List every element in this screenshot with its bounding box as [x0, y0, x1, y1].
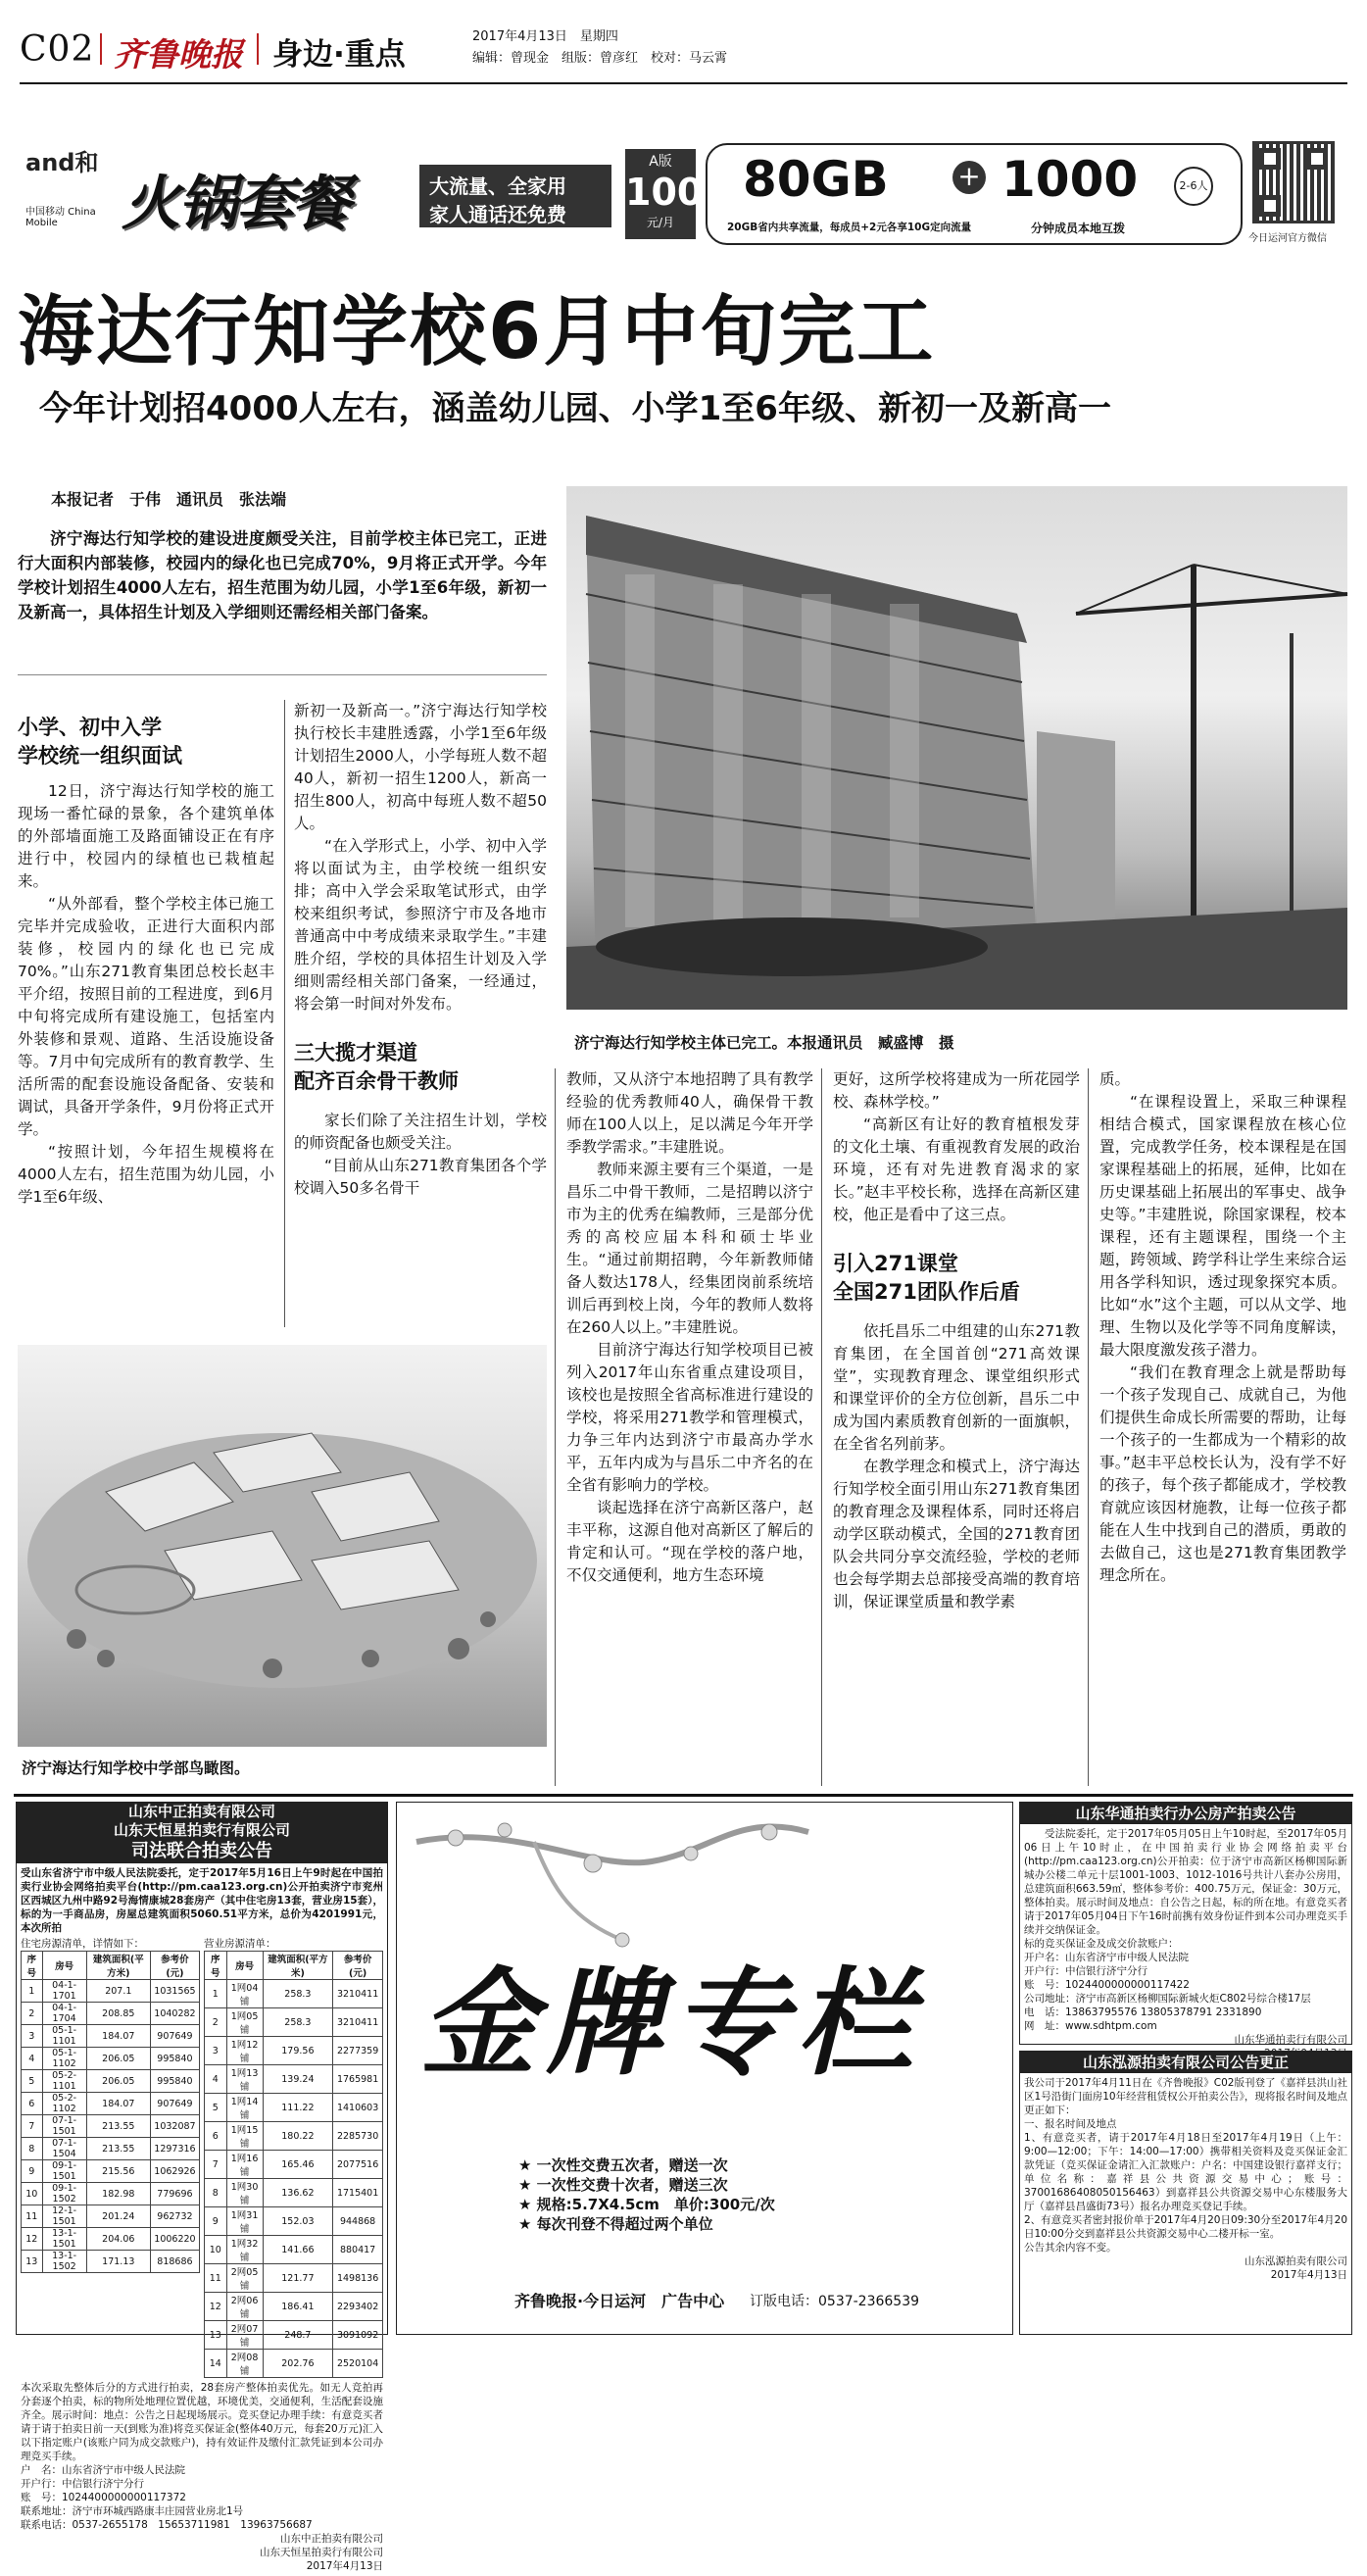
table-cell: 05-1-1102: [42, 2048, 86, 2070]
ad-data-amount: 80GB: [743, 151, 889, 208]
table-cell: 6: [205, 2122, 227, 2151]
table-cell: 1网13铺: [226, 2065, 263, 2094]
page-number: C02: [20, 29, 95, 70]
table-row: [22, 2048, 200, 2070]
table-cell: 208.85: [86, 2003, 150, 2025]
table-cell: 186.41: [263, 2293, 333, 2321]
subhead-2: 三大揽才渠道 配齐百余骨干教师: [294, 1041, 459, 1093]
table-cell: 1765981: [333, 2065, 383, 2094]
table-cell: 204.06: [86, 2228, 150, 2251]
col-divider-4: [1088, 1068, 1089, 1786]
ad-center-footer-org: 齐鲁晚报·今日运河 广告中心: [514, 2292, 725, 2310]
table-row: [205, 2122, 383, 2151]
table-row: [22, 2228, 200, 2251]
col2-para-3: 家长们除了关注招生计划，学校的师资配备也颇受关注。: [294, 1112, 547, 1152]
pricing-list: [518, 2155, 775, 2234]
lead-block: [18, 488, 547, 624]
table-cell: 1297316: [150, 2138, 199, 2160]
lead-rule: [18, 674, 547, 675]
table-cell: 1498136: [333, 2264, 383, 2293]
table-cell: 1032087: [150, 2115, 199, 2138]
lead-paragraph: 济宁海达行知学校的建设进度颇受关注，目前学校主体已完工，正进行大面积内部装修，校园内的绿化也已完成70%，9月将正式开学。今年学校计划招生4000人左右，招生范围为幼儿园，小学1至6年级，新初一及新高一，具体招生计划及入学细则还需经相关部门备案。: [18, 529, 547, 621]
ad-offer-box: [706, 143, 1243, 245]
table-cell: 11: [22, 2205, 43, 2228]
ad-note-data: 20GB省内共享流量，每成员+2元各享10G定向流量: [727, 222, 972, 233]
construction-photo: [566, 486, 1347, 1010]
table-row: [205, 2350, 383, 2378]
table-cell: 12-1-1501: [42, 2205, 86, 2228]
col3-para-4: 谈起选择在济宁高新区落户，赵丰平称，这源自他对高新区了解后的肯定和认可。“现在学校的落户地，不仅交通便利，地方生态环境: [566, 1499, 813, 1584]
table-cell: 182.98: [86, 2183, 150, 2205]
notice-r1-sign: 山东华通拍卖行有限公司: [1234, 2034, 1347, 2046]
table-cell: 3: [22, 2025, 43, 2048]
pricing-item-3: ★ 规格:5.7X4.5cm 单价:300元/次: [518, 2196, 775, 2213]
notice-left-sign: 山东中正拍卖有限公司 山东天恒星拍卖行有限公司 2017年4月13日: [260, 2533, 383, 2572]
table-cell: 907649: [150, 2025, 199, 2048]
table-cell: 152.03: [263, 2207, 333, 2236]
ad-tagline-2: 家人通话还免费: [429, 203, 566, 226]
column-5: [1099, 1068, 1346, 1587]
table-cell: 121.77: [263, 2264, 333, 2293]
notice-left-body-2: 本次采取先整体后分的方式进行拍卖，28套房产整体拍卖优先。如无人竞拍再分套逐个拍卖，标的物所处地理位置优越，环境优美，交通便利，生活配套设施齐全。展示时间：地点：公告之日起现场展示。竞买登记办理手续：有意竞买者请于请于拍卖日前一天(到账为准)将竞买保证金(整体40万元，每套20万元)汇入以下指定账户(该账户同为成交款账户)，持有效证件及缴付汇款凭证到本公司办理竞买手续。: [21, 2382, 383, 2462]
header-divider-2: [257, 33, 259, 65]
aerial-rendering: [18, 1345, 547, 1747]
col3-para-2: 教师来源主要有三个渠道，一是昌乐二中骨干教师，二是招聘以济宁市为主的优秀在编教师，三是部分优秀的高校应届本科和硕士毕业生。“通过前期招聘，今年新教师储备人数达178人，经集团岗前系统培训后再到校上岗，今年的教师人数将在260人以上。”丰建胜说。: [566, 1161, 813, 1336]
col2-para-2: “在入学形式上，小学、初中入学将以面试为主，由学校统一组织安排；高中入学会采取笔试形式，由学校来组织考试，参照济宁市及各地市普通高中中考成绩来录取学生。”丰建胜介绍，学校的具体招生计划及入学细则需经相关部门备案，一经通过，将会第一时间对外发布。: [294, 837, 547, 1013]
pricing-item-4: ★ 每次刊登不得超过两个单位: [518, 2215, 713, 2233]
col1-para-1: 12日，济宁海达行知学校的施工现场一番忙碌的景象，各个建筑单体的外部墙面施工及路面铺设正在有序进行中，校园内的绿植也已栽植起来。: [18, 782, 274, 890]
table-row: [22, 2003, 200, 2025]
auction-notice-left: [16, 1802, 388, 2572]
commercial-table-header-cell: 参考价(元): [333, 1952, 383, 1980]
headline: 海达行知学校6月中旬完工: [18, 288, 936, 376]
table-cell: 2277359: [333, 2037, 383, 2065]
mobile-ad-banner: [20, 137, 1347, 257]
table-cell: 184.07: [86, 2025, 150, 2048]
table-cell: 206.05: [86, 2048, 150, 2070]
table-cell: 04-1-1701: [42, 1980, 86, 2003]
subhead-1: 小学、初中入学 学校统一组织面试: [18, 716, 182, 768]
table-cell: 1006220: [150, 2228, 199, 2251]
table-cell: 1410603: [333, 2094, 383, 2122]
table-row: [205, 2008, 383, 2037]
commercial-table-header-cell: 房号: [226, 1952, 263, 1980]
table-cell: 213.55: [86, 2115, 150, 2138]
table-cell: 10: [205, 2236, 227, 2264]
pricing-item-2: ★ 一次性交费十次者，赠送三次: [518, 2176, 728, 2194]
table-cell: 3: [205, 2037, 227, 2065]
table-cell: 07-1-1504: [42, 2138, 86, 2160]
table-cell: 171.13: [86, 2251, 150, 2273]
ad-minutes: 1000: [1001, 151, 1139, 208]
table-row: [22, 2070, 200, 2093]
residential-table-header-cell: 建筑面积(平方米): [86, 1952, 150, 1980]
table-cell: 213.55: [86, 2138, 150, 2160]
table-cell: 6: [22, 2093, 43, 2115]
table-row: [205, 2321, 383, 2350]
table-row: [205, 2293, 383, 2321]
notice-r1-body: 受法院委托，定于2017年05月05日上午10时起，至2017年05月06日上午10时止，在中国拍卖行业协会网络拍卖平台(http://pm.caa123.org.cn)公开拍卖：位于济宁市高新区杨柳国际新城办公楼二单元十层1001-1003、1012-1016号共计八套办公房用，总建筑面积663.59㎡，整体参考价：400.75万元，保证金：30万元，整体拍卖。展示时间及地点：自公告之日起，标的所在地。有意竞买者请于2017年05月04日下午16时前携有效身份证件到本公司办理竞买手续并交纳保证金。: [1024, 1828, 1347, 1936]
table-cell: 880417: [333, 2236, 383, 2264]
ad-price: 100: [625, 171, 704, 214]
notice-r2-title: 山东泓源拍卖有限公司公告更正: [1020, 2052, 1351, 2073]
table-row: [205, 2151, 383, 2179]
table-cell: 1网30铺: [226, 2179, 263, 2207]
table-row: [205, 2236, 383, 2264]
table-cell: 3091092: [333, 2321, 383, 2350]
issue-date: 2017年4月13日 星期四: [472, 29, 618, 44]
table-cell: 2285730: [333, 2122, 383, 2151]
table-cell: 2网07铺: [226, 2321, 263, 2350]
table-cell: 05-2-1102: [42, 2093, 86, 2115]
table-cell: 4: [22, 2048, 43, 2070]
table-cell: 12: [205, 2293, 227, 2321]
table-cell: 215.56: [86, 2160, 150, 2183]
notice-left-body: 受山东省济宁市中级人民法院委托，定于2017年5月16日上午9时起在中国拍卖行业协会网络拍卖平台(http://pm.caa123.org.cn)公开拍卖济宁市兖州区西城区九州中路92号海情康城28套房产（其中住宅房13套，营业房15套），标的为一手商品房，房屋总建筑面积5060.51平方米，总价为4201991元，本次所拍: [21, 1867, 383, 1934]
table-cell: 09-1-1501: [42, 2160, 86, 2183]
table-cell: 962732: [150, 2205, 199, 2228]
ad-note-minutes: 分钟成员本地互拨: [1031, 222, 1126, 235]
ad-plus: +: [952, 161, 986, 194]
table-cell: 8: [22, 2138, 43, 2160]
table-cell: 3210411: [333, 1980, 383, 2008]
table-cell: 10: [22, 2183, 43, 2205]
residential-table-header-row: [22, 1952, 200, 1980]
table-cell: 2077516: [333, 2151, 383, 2179]
table-cell: 2网08铺: [226, 2350, 263, 2378]
commercial-table-header-row: [205, 1952, 383, 1980]
col-divider-2: [555, 1068, 556, 1786]
table-cell: 5: [205, 2094, 227, 2122]
table-cell: 7: [22, 2115, 43, 2138]
table-cell: 2网05铺: [226, 2264, 263, 2293]
table-row: [205, 2264, 383, 2293]
residential-table-header-cell: 序号: [22, 1952, 43, 1980]
residential-table-header-cell: 房号: [42, 1952, 86, 1980]
col-divider-3: [821, 1068, 822, 1786]
table-cell: 3210411: [333, 2008, 383, 2037]
notice-left-contact: 联系地址：济宁市环城西路康丰庄园营业房北1号 联系电话：0537-2655178 15653711981 13963756687: [21, 2505, 313, 2531]
table-cell: 07-1-1501: [42, 2115, 86, 2138]
residential-listing-table: [21, 1951, 200, 2273]
construction-photo-art: [566, 486, 1347, 1010]
residential-table-header-cell: 参考价(元): [150, 1952, 199, 1980]
table-cell: 13: [22, 2251, 43, 2273]
table-row: [22, 1980, 200, 2003]
auction-notice-right-2: [1019, 2051, 1352, 2335]
table-cell: 13-1-1502: [42, 2251, 86, 2273]
aerial-rendering-art: [18, 1345, 547, 1747]
table-cell: 8: [205, 2179, 227, 2207]
table-cell: 818686: [150, 2251, 199, 2273]
col3-para-3: 目前济宁海达行知学校项目已被列入2017年山东省重点建设项目，该校也是按照全省高标准进行建设的学校，将采用271教学和管理模式，力争三年内达到济宁市最高办学水平，五年内成为与昌乐二中齐名的在全省有影响力的学校。: [566, 1341, 813, 1494]
mobile-logo: [25, 143, 104, 241]
notice-left-title-1: 山东中正拍卖有限公司: [17, 1803, 387, 1821]
notice-left-title-2: 山东天恒星拍卖行有限公司: [17, 1821, 387, 1840]
table-cell: 9: [205, 2207, 227, 2236]
table-cell: 944868: [333, 2207, 383, 2236]
table-row: [205, 2094, 383, 2122]
photo1-caption: 济宁海达行知学校主体已完工。本报通讯员 臧盛博 摄: [574, 1034, 954, 1052]
table-cell: 2: [205, 2008, 227, 2037]
table-cell: 258.3: [263, 2008, 333, 2037]
table-cell: 13: [205, 2321, 227, 2350]
table-cell: 136.62: [263, 2179, 333, 2207]
col2-para-4: “目前从山东271教育集团各个学校调入50多名骨干: [294, 1157, 547, 1197]
table-cell: 2520104: [333, 2350, 383, 2378]
gold-column-title: 金牌专栏: [420, 1955, 923, 2091]
table-cell: 1网05铺: [226, 2008, 263, 2037]
col4-para-2: “高新区有让好的教育植根发芽的文化土壤、有重视教育发展的政治环境，还有对先进教育渴求的家长。”赵丰平校长称，选择在高新区建校，他正是看中了这三点。: [833, 1115, 1080, 1223]
header-rule: [20, 82, 1347, 84]
col4-para-4: 在教学理念和模式上，济宁海达行知学校全面引用山东271教育集团的教育理念及课程体系，同时还将启动学区联动模式，全国的271教育团队会共同分享交流经验，学校的老师也会每学期去总部接受高端的教育培训，保证课堂质量和教学素: [833, 1458, 1080, 1610]
paper-name: 齐鲁晚报: [114, 35, 243, 74]
col3-para-1: 教师，又从济宁本地招聘了具有教学经验的优秀教师40人，确保骨干教师在100人以上，足以满足今年开学季教学需求。”丰建胜说。: [566, 1070, 813, 1156]
table-row: [22, 2093, 200, 2115]
table-cell: 2: [22, 2003, 43, 2025]
col4-para-1: 更好，这所学校将建成为一所花园学校、森林学校。”: [833, 1070, 1080, 1111]
brand-china-mobile: 中国移动 China Mobile: [25, 207, 96, 228]
subheadline: 今年计划招4000人左右，涵盖幼儿园、小学1至6年级、新初一及新高一: [39, 389, 1111, 428]
ad-price-badge: [625, 149, 704, 239]
table-cell: 05-2-1101: [42, 2070, 86, 2093]
commercial-table-header-cell: 建筑面积(平方米): [263, 1952, 333, 1980]
column-1: [18, 712, 274, 1209]
table-cell: 248.7: [263, 2321, 333, 2350]
table-row: [22, 2160, 200, 2183]
table-cell: 995840: [150, 2070, 199, 2093]
notice-r2-sign: 山东泓源拍卖有限公司 2017年4月13日: [1245, 2255, 1347, 2281]
notice-r1-account: 标的竞买保证金及成交价款账户： 开户名：山东省济宁市中级人民法院 开户行：中信银行济宁分行 账 号：1024400000000117422: [1024, 1938, 1190, 1991]
editor-credits: 编辑：曾现金 组版：曾彦红 校对：马云霄: [472, 51, 728, 66]
section-name: 身边·重点: [272, 37, 406, 73]
table-cell: 1715401: [333, 2179, 383, 2207]
table-row: [22, 2138, 200, 2160]
table-cell: 4: [205, 2065, 227, 2094]
table-cell: 202.76: [263, 2350, 333, 2378]
table-row: [205, 2037, 383, 2065]
table-row: [205, 2179, 383, 2207]
brand-and-logo: and和: [25, 149, 99, 176]
ad-tagline-1: 大流量、全家用: [429, 174, 566, 198]
byline: 本报记者 于伟 通讯员 张法端: [51, 490, 287, 509]
table-cell: 9: [22, 2160, 43, 2183]
notice-left-table-note: 住宅房源清单，详情如下：: [21, 1938, 144, 1950]
table-cell: 258.3: [263, 1980, 333, 2008]
table-row: [22, 2251, 200, 2273]
notice-left-title-3: 司法联合拍卖公告: [17, 1840, 387, 1863]
table-row: [205, 1980, 383, 2008]
column-3: [566, 1068, 813, 1587]
pricing-item-1: ★ 一次性交费五次者，赠送一次: [518, 2156, 728, 2174]
ad-plan-label: A版: [649, 154, 672, 170]
table-cell: 995840: [150, 2048, 199, 2070]
table-cell: 139.24: [263, 2065, 333, 2094]
table-cell: 2293402: [333, 2293, 383, 2321]
table-cell: 1062926: [150, 2160, 199, 2183]
table-cell: 180.22: [263, 2122, 333, 2151]
table-cell: 1网32铺: [226, 2236, 263, 2264]
notice-left-table-note-2: 营业房源清单：: [204, 1938, 276, 1950]
table-row: [22, 2115, 200, 2138]
table-cell: 141.66: [263, 2236, 333, 2264]
page-header: [20, 24, 1347, 78]
table-cell: 179.56: [263, 2037, 333, 2065]
subhead-3: 引入271课堂 全国271团队作后盾: [833, 1252, 1020, 1304]
table-cell: 1: [205, 1980, 227, 2008]
column-4: [833, 1068, 1080, 1613]
col5-para-3: “我们在教育理念上就是帮助每一个孩子发现自己、成就自己，为他们提供生命成长所需要的帮助，让每一个孩子的一生都成为一个精彩的故事。”赵丰平总校长认为，没有学不好的孩子，每个孩子都能成才，学校教育就应该因材施教，让每一位孩子都能在人生中找到自己的潜质，勇敢的去做自己，这也是271教育集团教学理念所在。: [1099, 1363, 1346, 1584]
table-cell: 1: [22, 1980, 43, 2003]
col2-para-1: 新初一及新高一。”济宁海达行知学校执行校长丰建胜透露，小学1至6年级计划招生2000人，小学每班人数不超40人，新初一招生1200人，新高一招生800人，初高中每班人数不超50人。: [294, 702, 547, 832]
table-row: [205, 2207, 383, 2236]
notice-r2-body: 我公司于2017年4月11日在《齐鲁晚报》C02版刊登了《嘉祥县洪山社区1号沿街门面房10年经营租赁权公开拍卖公告》，现将报名时间及地点更正如下： 一、报名时间及地点 1、有意竞买者，请于2017年4月18日至2017年4月19日（上午：9:00—12:00；下午：14:00—17:00）携带相关资料及竞买保证金汇款凭证（竞买保证金请汇入汇款账户：户名：中国建设银行嘉祥支行；单位名称：嘉祥县公共资源交易中心；账号：37001686408050156463）到嘉祥县公共资源交易中心东楼服务大厅（嘉祥县昌盛街73号）报名办理竞买登记手续。 2、有意竞买者密封报价单于2017年4月20日09:30分至2017年4月20日10:00分交到嘉祥县公共资源交易中心二楼开标一室。 公告其余内容不变。: [1024, 2077, 1347, 2254]
notices-rule: [14, 1794, 1353, 1797]
table-cell: 1网04铺: [226, 1980, 263, 2008]
table-cell: 1040282: [150, 2003, 199, 2025]
table-cell: 1网14铺: [226, 2094, 263, 2122]
table-cell: 207.1: [86, 1980, 150, 2003]
col-divider-1: [284, 700, 285, 1327]
table-cell: 14: [205, 2350, 227, 2378]
table-cell: 12: [22, 2228, 43, 2251]
table-row: [22, 2205, 200, 2228]
table-cell: 1网15铺: [226, 2122, 263, 2151]
ad-slogan: 火锅套餐: [122, 170, 349, 238]
table-cell: 7: [205, 2151, 227, 2179]
table-cell: 1网31铺: [226, 2207, 263, 2236]
commercial-listing-table: [204, 1951, 383, 2378]
table-row: [205, 2065, 383, 2094]
col5-para-1: 质。: [1099, 1070, 1131, 1088]
gold-column-ad: [396, 1802, 1013, 2335]
col1-para-3: “按照计划，今年招生规模将在4000人左右，招生范围为幼儿园，小学1至6年级、: [18, 1143, 274, 1206]
table-row: [22, 2025, 200, 2048]
column-2: [294, 700, 547, 1200]
table-cell: 05-1-1101: [42, 2025, 86, 2048]
table-cell: 11: [205, 2264, 227, 2293]
table-cell: 1网12铺: [226, 2037, 263, 2065]
ad-price-unit: 元/月: [646, 216, 675, 229]
table-cell: 09-1-1502: [42, 2183, 86, 2205]
table-cell: 111.22: [263, 2094, 333, 2122]
table-cell: 201.24: [86, 2205, 150, 2228]
auction-notice-right-1: [1019, 1802, 1352, 2045]
col5-para-2: “在课程设置上，采取三种课程相结合模式，国家课程放在核心位置，完成教学任务，校本课程是在国家课程基础上的拓展，延伸，比如在历史课基础上拓展出的军事史、战争史等。”丰建胜说，除国家课程，校本课程，还有主题课程，围绕一个主题，跨领域、跨学科让学生来综合运用各学科知识，透过现象探究本质。比如“水”这个主题，可以从文学、地理、生物以及化学等不同角度解读，最大限度激发孩子潜力。: [1099, 1093, 1346, 1359]
qr-caption: 今日运河官方微信: [1248, 233, 1327, 244]
col1-para-2: “从外部看，整个学校主体已施工完毕并完成验收，正进行大面积内部装修，校园内的绿化也已完成70%。”山东271教育集团总校长赵丰平介绍，按照目前的工程进度，到6月中旬将完成所有建设施工，包括室内外装修和景观、道路、生活设施设备等。7月中旬完成所有的教育教学、生活所需的配套设施设备配备、安装和调试，具备开学条件，9月份将正式开学。: [18, 895, 274, 1138]
commercial-table-header-cell: 序号: [205, 1952, 227, 1980]
qr-code[interactable]: [1252, 141, 1335, 223]
table-cell: 206.05: [86, 2070, 150, 2093]
table-cell: 2网06铺: [226, 2293, 263, 2321]
notice-r1-contact: 公司地址：济宁市高新区杨柳国际新城火炬C802号综合楼17层 电 话：13863795576 13805378791 2331890 网 址：www.sdhtpm.com: [1024, 1993, 1311, 2032]
table-cell: 04-1-1704: [42, 2003, 86, 2025]
notice-r1-title: 山东华通拍卖行办公房产拍卖公告: [1020, 1803, 1351, 1824]
notice-left-account: 户 名：山东省济宁市中级人民法院 开户行：中信银行济宁分行 账 号：1024400000000117372: [21, 2464, 186, 2503]
table-cell: 907649: [150, 2093, 199, 2115]
ad-tagline-box: [419, 165, 611, 227]
ad-members: 2-6人: [1174, 167, 1213, 206]
table-cell: 165.46: [263, 2151, 333, 2179]
table-cell: 779696: [150, 2183, 199, 2205]
table-row: [22, 2183, 200, 2205]
table-cell: 184.07: [86, 2093, 150, 2115]
table-cell: 1网16铺: [226, 2151, 263, 2179]
table-cell: 13-1-1501: [42, 2228, 86, 2251]
ad-center-footer-tel: 订版电话：0537-2366539: [750, 2294, 920, 2309]
header-divider-1: [100, 33, 102, 65]
photo2-caption: 济宁海达行知学校中学部鸟瞰图。: [22, 1759, 250, 1777]
col4-para-3: 依托昌乐二中组建的山东271教育集团，在全国首创“271高效课堂”，实现教育理念、课堂组织形式和课堂评价的全方位创新，昌乐二中成为国内素质教育创新的一面旗帜，在全省名列前茅。: [833, 1322, 1080, 1453]
table-cell: 5: [22, 2070, 43, 2093]
table-cell: 1031565: [150, 1980, 199, 2003]
